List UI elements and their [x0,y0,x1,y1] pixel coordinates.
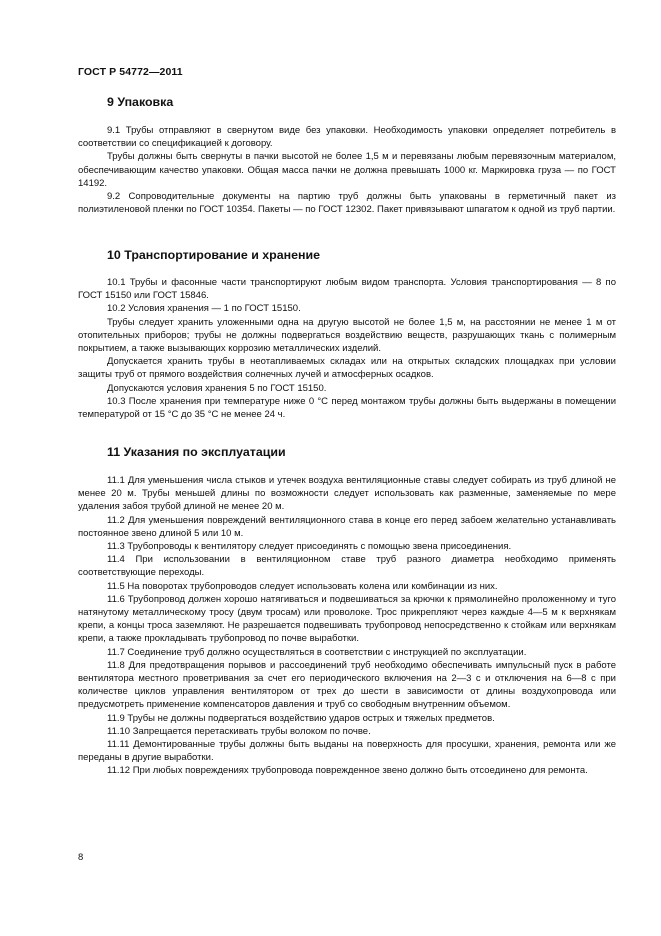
section-transport-storage [78,247,616,421]
paragraph: 10.3 После хранения при температуре ниже 0 °С перед монтажом трубы должны быть выдержаны в помещении температурой от 15 °С до 35 °С не менее 24 ч. [78,395,616,421]
paragraph: 11.3 Трубопроводы к вентилятору следует присоединять с помощью звена присоединения. [107,541,512,553]
paragraph: 9.2 Сопроводительные документы на партию труб должны быть упакованы в герметичный пакет из полиэтиленовой пленки по ГОСТ 10354. Пакеты — по ГОСТ 12302. Пакет привязывают шпагатом к одной из труб партии. [78,191,616,216]
paragraph: Трубы должны быть свернуты в пачки высотой не более 1,5 м и перевязаны любым перевязочным материалом, обеспечивающим качество упаковки. Общая масса пачки не должна превышать 1000 кг. Маркировка груза — по ГОСТ 14192. [78,151,616,189]
paragraph: 9.1 Трубы отправляют в свернутом виде без упаковки. Необходимость упаковки определяет потребитель в соответствии со спецификацией к договору. [78,125,616,150]
paragraph: 11.12 При любых повреждениях трубопровода поврежденное звено должно быть отсоединено для ремонта. [107,765,588,777]
paragraph: 11.4 При использовании в вентиляционном ставе труб разного диаметра необходимо применять соответствующие переходы. [78,554,616,579]
section-packaging [78,94,616,216]
paragraph: 11.9 Трубы не должны подвергаться воздействию ударов острых и тяжелых предметов. [107,712,495,724]
paragraph: Допускается хранить трубы в неотапливаемых складах или на открытых складских площадках при условии защиты труб от прямого воздействия солнечных лучей и атмосферных осадков. [78,356,616,381]
section-operation-instructions [78,444,616,778]
paragraph: 11.7 Соединение труб должно осуществляться в соответствии с инструкцией по эксплуатации. [107,646,527,658]
paragraph: 11.11 Демонтированные трубы должны быть выданы на поверхность для просушки, хранения, ремонта или же переданы в другие выработки. [78,739,616,764]
paragraph: 10.2 Условия хранения — 1 по ГОСТ 15150. [107,303,301,315]
section-heading: 11 Указания по эксплуатации [107,445,286,459]
paragraph: Допускаются условия хранения 5 по ГОСТ 15150. [107,382,327,394]
paragraph: 11.1 Для уменьшения числа стыков и утечек воздуха вентиляционные ставы следует собирать из труб длиной не менее 20 м. Трубы меньшей длины по возможности следует использовать как разменные, заменяемые по мере удаления забоя трубой длиной не менее 20 м. [78,475,616,513]
paragraph: 11.5 На поворотах трубопроводов следует использовать колена или комбинации из них. [107,580,498,592]
document-header: ГОСТ Р 54772—2011 [78,66,183,78]
paragraph: 11.6 Трубопровод должен хорошо натягиваться и подвешиваться за крючки к прямолинейно проложенному и туго натянутому металлическому тросу (двум тросам) или проволоке. Трос прикрепляют через каждые 4—5 м к верхнякам крепи, а концы троса заземляют. Не разрешается подвешивать трубопровод непосредственно к стойкам или верхнякам крепи, а также прокладывать трубопровод по почве выработки. [78,593,616,645]
paragraph: 11.10 Запрещается перетаскивать трубы волоком по почве. [107,725,371,737]
paragraph: 11.8 Для предотвращения порывов и рассоединений труб необходимо обеспечивать импульсный пуск в работе вентилятора местного проветривания за счет его периодического включения на 2—3 с и отключения на 6—8 с при количестве циклов управления вентилятором от трех до шести в зависимости от длины воздухопровода или предусмотреть применение компенсаторов давления и труб со свободным внутренним объемом. [78,659,616,711]
page-number: 8 [78,852,84,863]
section-heading: 10 Транспортирование и хранение [107,248,320,262]
paragraph: 11.2 Для уменьшения повреждений вентиляционного става в конце его перед забоем желательно устанавливать постоянное звено длиной 5 или 10 м. [78,514,616,539]
paragraph: Трубы следует хранить уложенными одна на другую высотой не более 1,5 м, на расстоянии не менее 1 м от отопительных приборов; трубы не должны подвергаться воздействию веществ, разрушающих ткань с полимерным покрытием, а также вызывающих коррозию металлических изделий. [78,316,616,355]
section-heading: 9 Упаковка [107,95,174,109]
paragraph: 10.1 Трубы и фасонные части транспортируют любым видом транспорта. Условия транспортирования — 8 по ГОСТ 15150 или ГОСТ 15846. [78,277,616,302]
